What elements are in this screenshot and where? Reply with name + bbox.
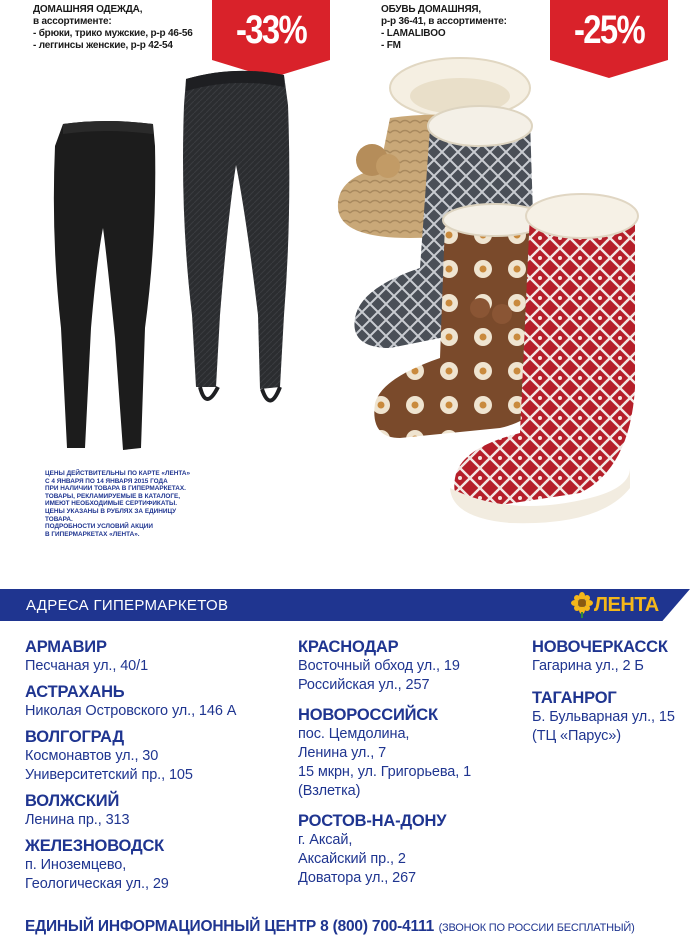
banner-title: АДРЕСА ГИПЕРМАРКЕТОВ — [26, 597, 229, 614]
discount-value: -25% — [573, 8, 645, 52]
product-line: в ассортименте: — [33, 16, 112, 27]
city-group — [298, 705, 528, 801]
address-line: п. Иноземцево, — [25, 857, 127, 873]
city-name: КРАСНОДАР — [298, 638, 399, 656]
disclaimer-line: С 4 ЯНВАРЯ ПО 14 ЯНВАРЯ 2015 ГОДА — [45, 477, 168, 485]
discount-value: -33% — [235, 8, 307, 52]
sunflower-icon — [570, 592, 594, 618]
address-line: пос. Цемдолина, — [298, 726, 410, 742]
address-column — [298, 637, 528, 894]
city-group — [298, 637, 528, 695]
city-group — [25, 637, 275, 676]
hotline-text: ЕДИНЫЙ ИНФОРМАЦИОННЫЙ ЦЕНТР 8 (800) 700-4111 — [25, 918, 435, 935]
trousers-image — [176, 65, 296, 425]
city-name: АРМАВИР — [25, 638, 107, 656]
product-line: - FM — [381, 40, 401, 51]
lenta-logo — [568, 591, 678, 619]
address-line: Аксайский пр., 2 — [298, 851, 406, 867]
disclaimer-line: ЦЕНЫ ДЕЙСТВИТЕЛЬНЫ ПО КАРТЕ «ЛЕНТА» — [45, 470, 191, 477]
address-column — [532, 637, 697, 752]
address-line: Российская ул., 257 — [298, 677, 430, 693]
address-line: Николая Островского ул., 146 А — [25, 703, 237, 719]
price-disclaimer — [45, 470, 205, 538]
product-description-clothing — [33, 4, 223, 52]
address-line: 15 мкрн, ул. Григорьева, 1 — [298, 764, 472, 780]
city-name: ЖЕЛЕЗНОВОДСК — [25, 837, 165, 855]
address-line: Б. Бульварная ул., 15 — [532, 709, 675, 725]
address-line: г. Аксай, — [298, 832, 353, 848]
info-center-footer — [25, 918, 695, 936]
city-name: ВОЛГОГРАД — [25, 728, 124, 746]
address-line: Доватора ул., 267 — [298, 870, 417, 886]
city-name: РОСТОВ-НА-ДОНУ — [298, 812, 447, 830]
disclaimer-line: В ГИПЕРМАРКЕТАХ «ЛЕНТА». — [45, 530, 140, 538]
hotline-note: (ЗВОНОК ПО РОССИИ БЕСПЛАТНЫЙ) — [438, 922, 635, 934]
product-line: - леггинсы женские, р-р 42-54 — [33, 40, 173, 51]
disclaimer-line: ПОДРОБНОСТИ УСЛОВИЙ АКЦИИ — [45, 523, 153, 531]
city-name: ВОЛЖСКИЙ — [25, 792, 120, 810]
product-title: ДОМАШНЯЯ ОДЕЖДА, — [33, 4, 143, 15]
address-line: Гагарина ул., 2 Б — [532, 658, 644, 674]
city-group — [25, 791, 275, 830]
disclaimer-line: ТОВАРЫ, РЕКЛАМИРУЕМЫЕ В КАТАЛОГЕ, — [45, 492, 181, 500]
city-name: АСТРАХАНЬ — [25, 683, 125, 701]
product-title: ОБУВЬ ДОМАШНЯЯ, — [381, 4, 482, 15]
address-line: Ленина пр., 313 — [25, 812, 130, 828]
city-group — [25, 836, 275, 894]
city-group — [532, 688, 697, 746]
city-name: НОВОРОССИЙСК — [298, 706, 438, 724]
logo-text: ЛЕНТА — [594, 594, 659, 616]
disclaimer-line: ЦЕНЫ УКАЗАНЫ В РУБЛЯХ ЗА ЕДИНИЦУ ТОВАРА. — [45, 507, 177, 523]
slippers-image — [330, 48, 660, 528]
product-line: р-р 36-41, в ассортименте: — [381, 16, 507, 27]
address-line: Геологическая ул., 29 — [25, 876, 169, 892]
address-line: Восточный обход ул., 19 — [298, 658, 460, 674]
city-name: ТАГАНРОГ — [532, 689, 617, 707]
address-line: (Взлетка) — [298, 783, 361, 799]
city-group — [532, 637, 697, 676]
product-description-slippers — [381, 4, 531, 52]
address-line: Университетский пр., 105 — [25, 767, 193, 783]
address-line: Космонавтов ул., 30 — [25, 748, 159, 764]
address-line: Песчаная ул., 40/1 — [25, 658, 149, 674]
city-group — [298, 811, 528, 888]
city-name: НОВОЧЕРКАССК — [532, 638, 668, 656]
city-group — [25, 727, 275, 785]
product-line: - брюки, трико мужские, р-р 46-56 — [33, 28, 193, 39]
address-line: (ТЦ «Парус») — [532, 728, 621, 744]
disclaimer-line: ИМЕЮТ НЕОБХОДИМЫЕ СЕРТИФИКАТЫ. — [45, 500, 178, 508]
disclaimer-line: ПРИ НАЛИЧИИ ТОВАРА В ГИПЕРМАРКЕТАХ. — [45, 485, 186, 493]
address-column — [25, 637, 275, 900]
leggings-image — [45, 118, 165, 458]
city-group — [25, 682, 275, 721]
product-line: - LAMALIBOO — [381, 28, 446, 39]
address-line: Ленина ул., 7 — [298, 745, 387, 761]
